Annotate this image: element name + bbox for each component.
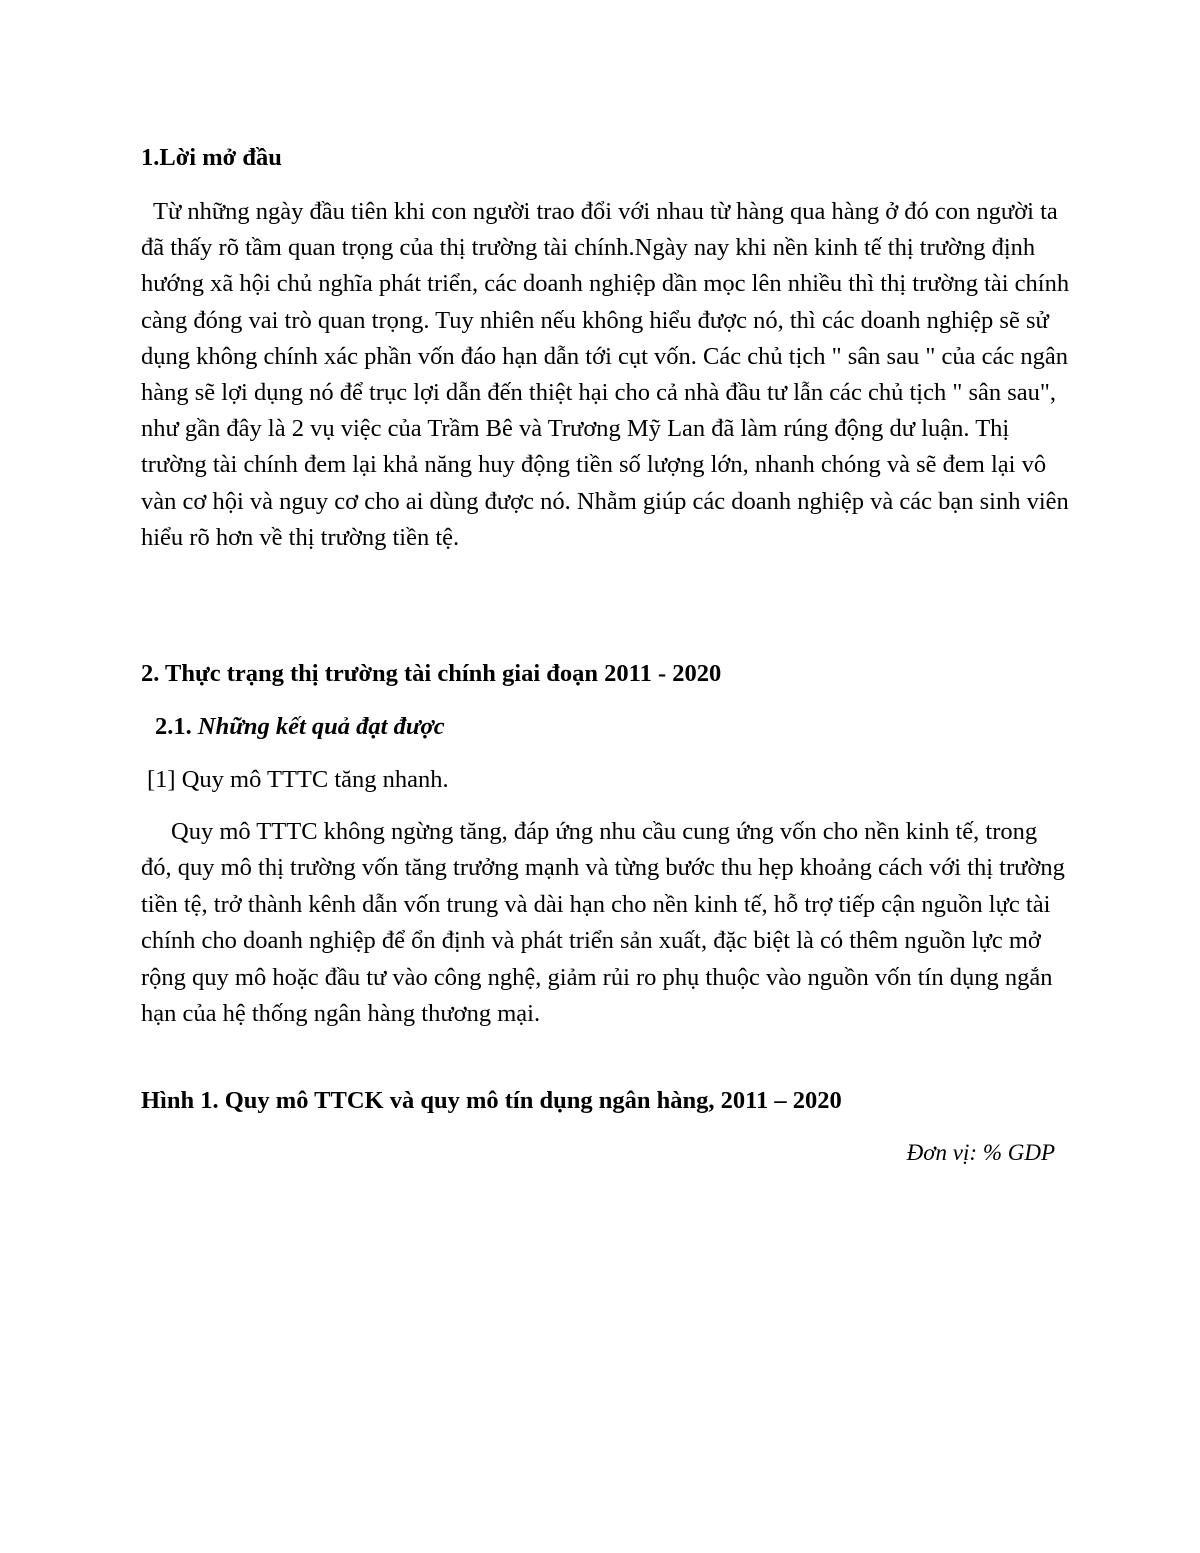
section2-heading: 2. Thực trạng thị trường tài chính giai đoạn 2011 - 2020: [141, 660, 722, 687]
section2-paragraph: Quy mô TTTC không ngừng tăng, đáp ứng nhu cầu cung ứng vốn cho nền kinh tế, trong đó, quy mô thị trường vốn tăng trưởng mạnh và từng bước thu hẹp khoảng cách với thị trường tiền tệ, trở thành kênh dẫn vốn trung và dài hạn cho nền kinh tế, hỗ trợ tiếp cận nguồn lực tài chính cho doanh nghiệp để ổn định và phát triển sản xuất, đặc biệt là có thêm nguồn lực mở rộng quy mô hoặc đầu tư vào công nghệ, giảm rủi ro phụ thuộc vào nguồn vốn tín dụng ngắn hạn của hệ thống ngân hàng thương mại.: [141, 818, 1065, 1028]
subsection-number: 2.1.: [155, 713, 192, 740]
subsection-heading: [155, 713, 1085, 741]
point-label: [1] Quy mô TTTC tăng nhanh.: [147, 766, 449, 793]
intro-paragraph: Từ những ngày đầu tiên khi con người trao đổi với nhau từ hàng qua hàng ở đó con người ta đã thấy rõ tầm quan trọng của thị trường tài chính.Ngày nay khi nền kinh tế thị trường định hướng xã hội chủ nghĩa phát triển, các doanh nghiệp dần mọc lên nhiều thì thị trường tài chính càng đóng vai trò quan trọng. Tuy nhiên nếu không hiểu được nó, thì các doanh nghiệp sẽ sử dụng không chính xác phần vốn đáo hạn dẫn tới cụt vốn. Các chủ tịch " sân sau " của các ngân hàng sẽ lợi dụng nó để trục lợi dẫn đến thiệt hại cho cả nhà đầu tư lẫn các chủ tịch " sân sau", như gần đây là 2 vụ việc của Trầm Bê và Trương Mỹ Lan đã làm rúng động dư luận. Thị trường tài chính đem lại khả năng huy động tiền số lượng lớn, nhanh chóng và sẽ đem lại vô vàn cơ hội và nguy cơ cho ai dùng được nó. Nhằm giúp các doanh nghiệp và các bạn sinh viên hiểu rõ hơn về thị trường tiền tệ.: [141, 198, 1070, 551]
subsection-title: Những kết quả đạt được: [197, 713, 445, 740]
intro-heading: 1.Lời mở đầu: [141, 144, 282, 171]
figure-caption: Hình 1. Quy mô TTCK và quy mô tín dụng ngân hàng, 2011 – 2020: [141, 1087, 842, 1114]
unit-note: Đơn vị: % GDP: [906, 1140, 1055, 1165]
